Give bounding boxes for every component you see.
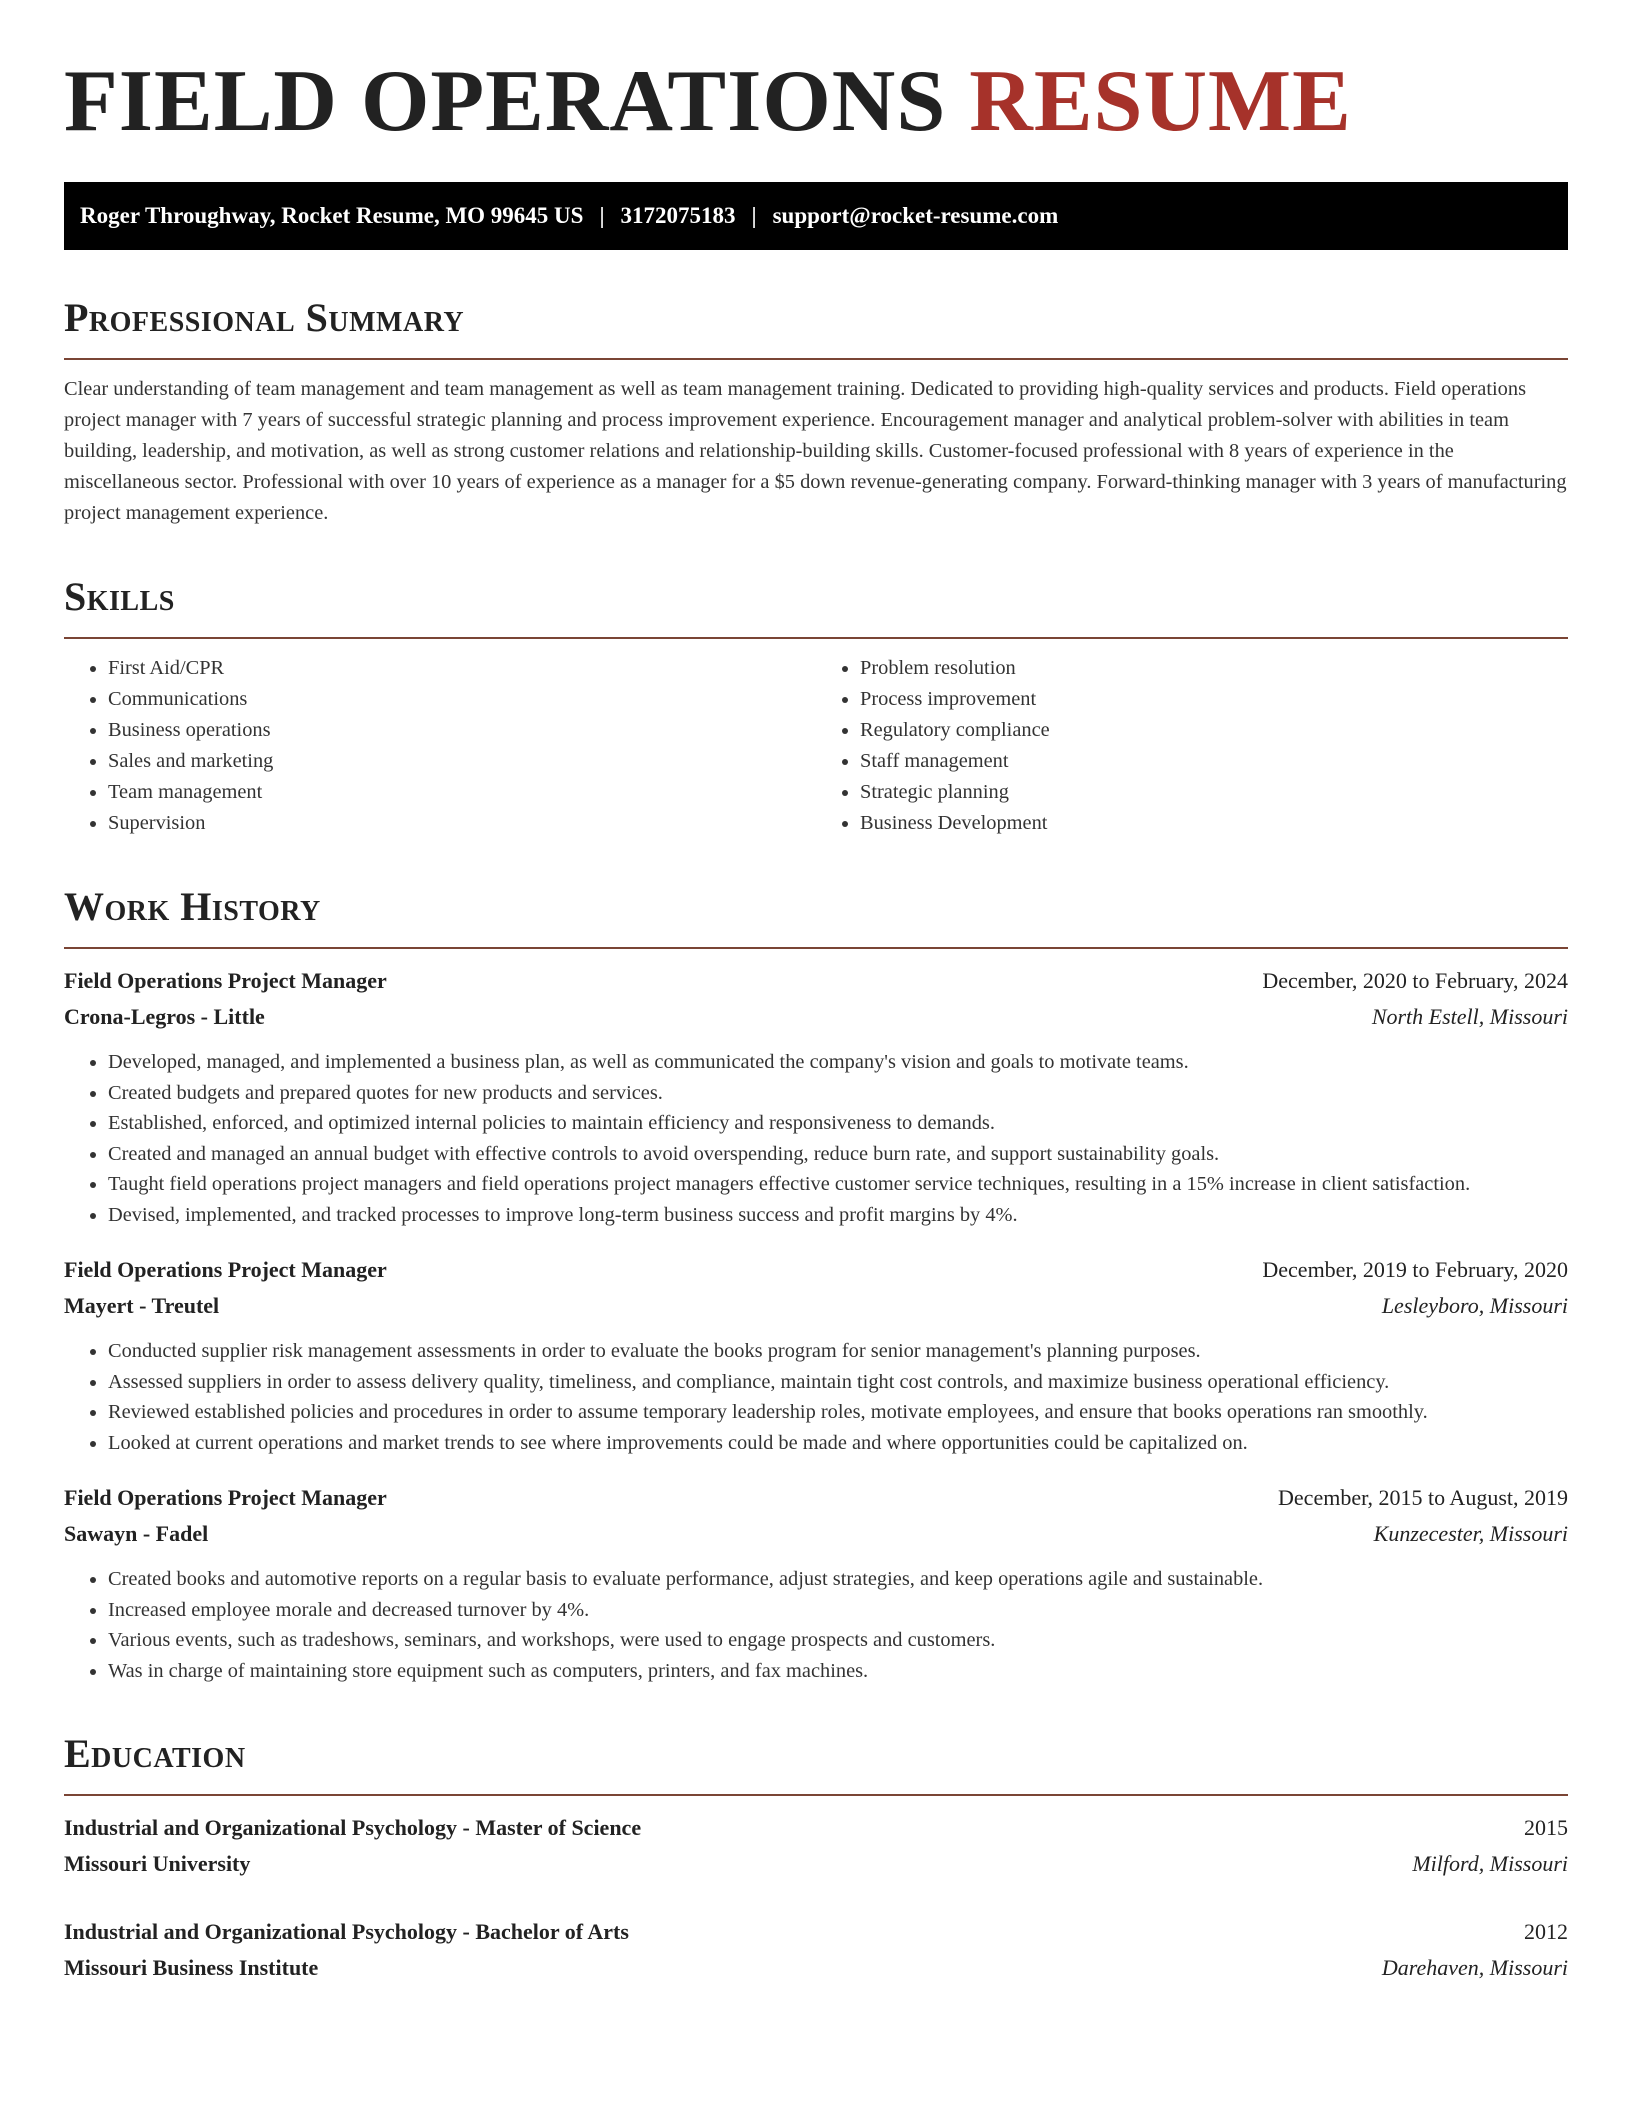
education-location: Darehaven, Missouri bbox=[1381, 1955, 1568, 1980]
contact-separator: | bbox=[599, 203, 605, 228]
skill-item: • Process improvement bbox=[860, 684, 1568, 715]
education-year: 2012 bbox=[1524, 1919, 1568, 1944]
job-header-row bbox=[64, 1252, 1568, 1288]
education-degree: Industrial and Organizational Psychology - Bachelor of Arts bbox=[64, 1919, 629, 1944]
skill-item: • Supervision bbox=[108, 808, 816, 839]
skill-item: • Staff management bbox=[860, 746, 1568, 777]
job-role: Field Operations Project Manager bbox=[64, 1485, 387, 1510]
section-divider bbox=[64, 358, 1568, 360]
job-bullet: • Created budgets and prepared quotes for new products and services. bbox=[108, 1078, 1568, 1109]
skill-item: • Communications bbox=[108, 684, 816, 715]
education-heading: Education bbox=[64, 1731, 246, 1776]
skills-grid bbox=[64, 653, 1568, 839]
education-section bbox=[64, 1730, 1568, 1986]
skill-item: • First Aid/CPR bbox=[108, 653, 816, 684]
job-location: Lesleyboro, Missouri bbox=[1381, 1293, 1568, 1318]
education-entry bbox=[64, 1810, 1568, 1882]
education-degree-row bbox=[64, 1914, 1568, 1950]
work-history-heading: Work History bbox=[64, 884, 321, 929]
job-company-row bbox=[64, 1516, 1568, 1552]
job-bullet: • Various events, such as tradeshows, seminars, and workshops, were used to engage prospects and customers. bbox=[108, 1625, 1568, 1656]
job-bullet: • Assessed suppliers in order to assess delivery quality, timeliness, and compliance, maintain tight cost controls, and maximize business operational efficiency. bbox=[108, 1367, 1568, 1398]
skill-item: • Sales and marketing bbox=[108, 746, 816, 777]
contact-email: support@rocket-resume.com bbox=[772, 203, 1059, 228]
skill-item: • Regulatory compliance bbox=[860, 715, 1568, 746]
job-company-row bbox=[64, 1288, 1568, 1324]
skill-item: • Business Development bbox=[860, 808, 1568, 839]
education-school: Missouri Business Institute bbox=[64, 1955, 319, 1980]
job-header-row bbox=[64, 963, 1568, 999]
job-bullets bbox=[64, 1047, 1568, 1230]
section-divider bbox=[64, 947, 1568, 949]
education-school: Missouri University bbox=[64, 1851, 251, 1876]
skill-item: • Problem resolution bbox=[860, 653, 1568, 684]
job-company: Mayert - Treutel bbox=[64, 1293, 220, 1318]
job-header-row bbox=[64, 1480, 1568, 1516]
job-bullet: • Conducted supplier risk management assessments in order to evaluate the books program for senior management's planning purposes. bbox=[108, 1336, 1568, 1367]
education-school-row bbox=[64, 1846, 1568, 1882]
job-company: Sawayn - Fadel bbox=[64, 1521, 209, 1546]
skill-item: • Strategic planning bbox=[860, 777, 1568, 808]
job-location: North Estell, Missouri bbox=[1371, 1004, 1568, 1029]
job-bullet: • Developed, managed, and implemented a business plan, as well as communicated the company's vision and goals to motivate teams. bbox=[108, 1047, 1568, 1078]
summary-heading: Professional Summary bbox=[64, 295, 465, 340]
education-school-row bbox=[64, 1950, 1568, 1986]
skills-heading: Skills bbox=[64, 574, 175, 619]
job-bullet: • Taught field operations project managers and field operations project managers effective customer service techniques, resulting in a 15% increase in client satisfaction. bbox=[108, 1169, 1568, 1200]
education-degree: Industrial and Organizational Psychology - Master of Science bbox=[64, 1815, 642, 1840]
job-bullets bbox=[64, 1336, 1568, 1458]
skills-section bbox=[64, 573, 1568, 839]
job-entry bbox=[64, 1480, 1568, 1686]
contact-bar bbox=[64, 182, 1568, 250]
education-entry bbox=[64, 1914, 1568, 1986]
work-history-section bbox=[64, 883, 1568, 1686]
summary-text: Clear understanding of team management and team management as well as team management training. Dedicated to providing high-quality services and products. Field operations project manager with 7 years of successful strategic planning and process improvement experience. Encouragement manager and analytical problem-solver with abilities in team building, leadership, and motivation, as well as strong customer relations and relationship-building skills. Customer-focused professional with 8 years of experience in the miscellaneous sector. Professional with over 10 years of experience as a manager for a $5 down revenue-generating company. Forward-thinking manager with 3 years of manufacturing project management experience. bbox=[64, 378, 1567, 524]
skill-item: • Business operations bbox=[108, 715, 816, 746]
education-degree-row bbox=[64, 1810, 1568, 1846]
job-bullet: • Established, enforced, and optimized internal policies to maintain efficiency and responsiveness to demands. bbox=[108, 1108, 1568, 1139]
skills-list-right bbox=[816, 653, 1568, 839]
job-role: Field Operations Project Manager bbox=[64, 1257, 387, 1282]
job-dates: December, 2019 to February, 2020 bbox=[1262, 1257, 1568, 1282]
resume-title-main: FIELD OPERATIONS bbox=[64, 53, 947, 150]
contact-phone: 3172075183 bbox=[620, 203, 736, 228]
section-divider bbox=[64, 637, 1568, 639]
skills-list-left bbox=[64, 653, 816, 839]
job-bullets bbox=[64, 1564, 1568, 1686]
job-bullet: • Was in charge of maintaining store equipment such as computers, printers, and fax machines. bbox=[108, 1656, 1568, 1687]
education-location: Milford, Missouri bbox=[1412, 1851, 1568, 1876]
resume-title bbox=[64, 52, 1568, 152]
summary-section bbox=[64, 294, 1568, 529]
education-year: 2015 bbox=[1524, 1815, 1568, 1840]
job-bullet: • Created and managed an annual budget with effective controls to avoid overspending, reduce burn rate, and support sustainability goals. bbox=[108, 1139, 1568, 1170]
job-entry bbox=[64, 1252, 1568, 1458]
contact-separator: | bbox=[751, 203, 757, 228]
contact-address: Roger Throughway, Rocket Resume, MO 99645 US bbox=[80, 203, 584, 228]
job-company-row bbox=[64, 999, 1568, 1035]
job-dates: December, 2015 to August, 2019 bbox=[1278, 1485, 1568, 1510]
job-company: Crona-Legros - Little bbox=[64, 1004, 265, 1029]
skill-item: • Team management bbox=[108, 777, 816, 808]
job-bullet: • Reviewed established policies and procedures in order to assume temporary leadership roles, motivate employees, and ensure that books operations ran smoothly. bbox=[108, 1397, 1568, 1428]
job-bullet: • Increased employee morale and decreased turnover by 4%. bbox=[108, 1595, 1568, 1626]
resume-title-accent: RESUME bbox=[969, 53, 1352, 150]
job-entry bbox=[64, 963, 1568, 1230]
job-dates: December, 2020 to February, 2024 bbox=[1262, 968, 1568, 993]
job-location: Kunzecester, Missouri bbox=[1373, 1521, 1568, 1546]
job-bullet: • Created books and automotive reports on a regular basis to evaluate performance, adjust strategies, and keep operations agile and sustainable. bbox=[108, 1564, 1568, 1595]
section-divider bbox=[64, 1794, 1568, 1796]
job-bullet: • Looked at current operations and market trends to see where improvements could be made and where opportunities could be capitalized on. bbox=[108, 1428, 1568, 1459]
job-bullet: • Devised, implemented, and tracked processes to improve long-term business success and profit margins by 4%. bbox=[108, 1200, 1568, 1231]
job-role: Field Operations Project Manager bbox=[64, 968, 387, 993]
